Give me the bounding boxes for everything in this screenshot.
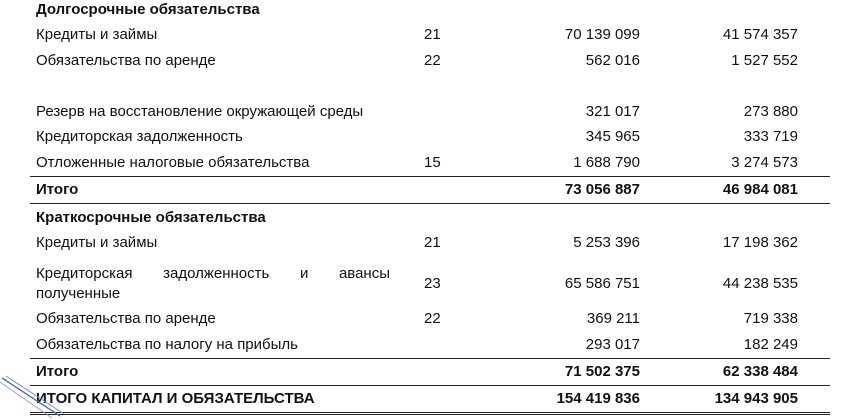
row-label: Отложенные налоговые обязательства: [36, 154, 310, 171]
row-value-current: 369 211: [586, 310, 640, 327]
grand-total-value-current: 154 419 836: [556, 390, 640, 407]
row-value-current: 1 688 790: [573, 154, 640, 171]
table-row: [30, 124, 830, 150]
grand-total-value-prior: 134 943 905: [714, 390, 798, 407]
section-header-short-term: [30, 204, 830, 230]
table-row: [30, 256, 830, 306]
row-value-current: 562 016: [585, 52, 640, 69]
row-label: Кредиторская задолженность: [36, 128, 243, 145]
row-note: 22: [424, 310, 441, 327]
total-row-long-term: [30, 176, 830, 204]
grand-total-row: [30, 386, 830, 415]
row-value-current: 65 586 751: [564, 275, 640, 292]
row-value-current: 70 139 099: [564, 26, 640, 43]
table-row: [30, 150, 830, 176]
row-label: Кредиты и займы: [36, 234, 158, 251]
row-label: Обязательства по налогу на прибыль: [36, 336, 298, 353]
row-label: Резерв на восстановление окружающей среды: [36, 103, 364, 120]
row-value-prior: 719 338: [743, 310, 798, 327]
row-value-prior: 182 249: [743, 336, 798, 353]
table-row: [30, 74, 830, 124]
liabilities-table: [30, 0, 830, 415]
row-value-prior: 273 880: [743, 103, 798, 120]
row-label: Кредиторская задолженность и авансы полученные: [36, 265, 390, 302]
row-note: 21: [424, 234, 441, 251]
row-value-prior: 333 719: [743, 128, 798, 145]
row-value-current: 321 017: [585, 103, 640, 120]
total-value-prior: 62 338 484: [722, 363, 798, 380]
row-note: 15: [424, 154, 441, 171]
row-value-current: 345 965: [585, 128, 640, 145]
total-value-current: 71 502 375: [564, 363, 640, 380]
total-label: Итого: [36, 363, 79, 380]
section-title: Долгосрочные обязательства: [36, 1, 260, 18]
total-row-short-term: [30, 358, 830, 386]
pen-stroke-mark: [0, 372, 70, 420]
row-value-prior: 41 574 357: [722, 26, 798, 43]
table-row: [30, 332, 830, 358]
table-row: [30, 230, 830, 256]
row-note: 22: [424, 52, 441, 69]
row-label: Обязательства по аренде: [36, 310, 216, 327]
row-value-current: 5 253 396: [573, 234, 640, 251]
section-header-long-term: [30, 0, 830, 22]
row-value-prior: 1 527 552: [731, 52, 798, 69]
row-note: 23: [424, 275, 441, 292]
row-note: 21: [424, 26, 441, 43]
table-row: [30, 306, 830, 332]
total-value-current: 73 056 887: [564, 181, 640, 198]
row-value-prior: 3 274 573: [731, 154, 798, 171]
row-value-prior: 44 238 535: [722, 275, 798, 292]
total-label: Итого: [36, 181, 79, 198]
row-value-prior: 17 198 362: [722, 234, 798, 251]
grand-total-label: ИТОГО КАПИТАЛ И ОБЯЗАТЕЛЬСТВА: [36, 390, 315, 407]
row-value-current: 293 017: [585, 336, 640, 353]
row-label: Обязательства по аренде: [36, 52, 216, 69]
table-row: [30, 22, 830, 48]
table-row: [30, 48, 830, 74]
section-title: Краткосрочные обязательства: [36, 209, 266, 226]
row-label: Кредиты и займы: [36, 26, 158, 43]
total-value-prior: 46 984 081: [722, 181, 798, 198]
